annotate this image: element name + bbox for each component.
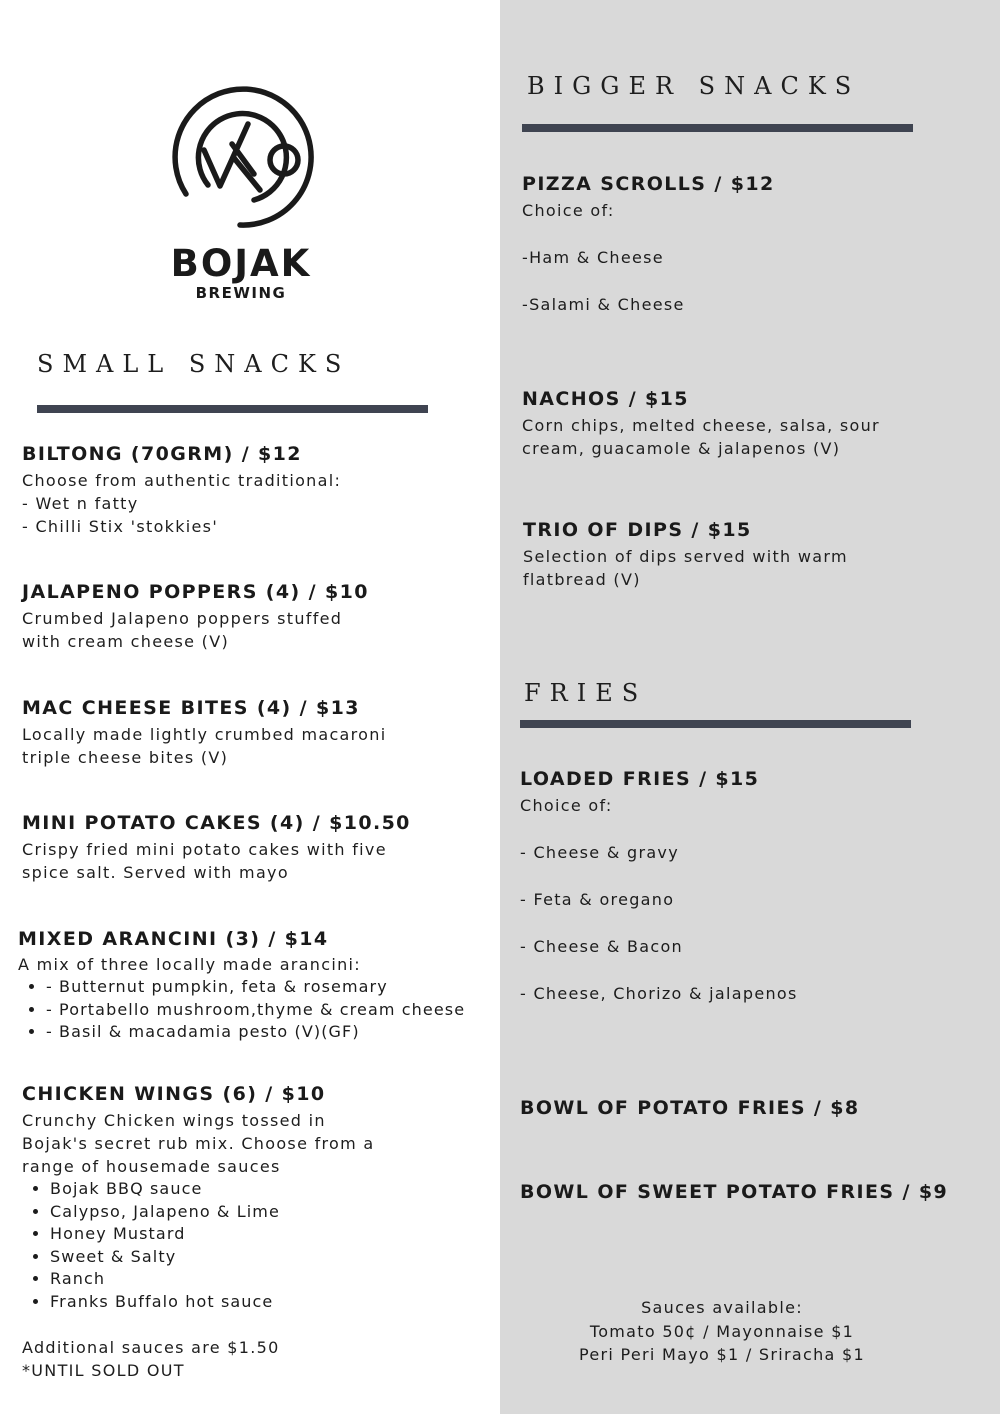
sauces-line: Peri Peri Mayo $1 / Sriracha $1 <box>579 1345 865 1364</box>
item-title: MAC CHEESE BITES (4) / $13 <box>22 697 360 719</box>
bojak-logo-icon <box>168 82 318 232</box>
choice-list <box>520 841 980 1029</box>
item-description <box>22 723 492 769</box>
menu-item-jalapeno-poppers <box>22 580 492 653</box>
item-description <box>22 838 492 884</box>
desc-line: cream, guacamole & jalapenos (V) <box>522 439 841 458</box>
bigger-snacks-heading: BIGGER SNACKS <box>527 72 861 100</box>
menu-item-bowl-of-potato-fries: BOWL OF POTATO FRIES / $8 <box>520 1097 860 1119</box>
desc-line: Selection of dips served with warm <box>523 547 848 566</box>
list-item: • - Portabello mushroom,thyme & cream cheese <box>46 999 498 1022</box>
desc-line: - Chilli Stix 'stokkies' <box>22 517 219 536</box>
choice-option: -Salami & Cheese <box>522 295 685 314</box>
desc-line: - Wet n fatty <box>22 494 139 513</box>
desc-line: range of housemade sauces <box>22 1157 281 1176</box>
item-title: JALAPENO POPPERS (4) / $10 <box>22 581 369 603</box>
desc-line: Choice of: <box>520 796 613 815</box>
desc-line: Choose from authentic traditional: <box>22 471 342 490</box>
sauce-list <box>22 1178 492 1314</box>
small-snacks-divider <box>37 405 428 413</box>
sauces-line: Tomato 50¢ / Mayonnaise $1 <box>589 1321 855 1341</box>
list-item: • Ranch <box>50 1268 492 1291</box>
desc-line: Corn chips, melted cheese, salsa, sour <box>522 416 880 435</box>
menu-item-mac-cheese-bites <box>22 696 492 769</box>
menu-item-pizza-scrolls <box>522 172 982 340</box>
item-description <box>22 469 492 538</box>
footer-line: Additional sauces are $1.50 <box>22 1337 280 1357</box>
choice-option: - Cheese, Chorizo & jalapenos <box>520 984 798 1003</box>
item-title: MINI POTATO CAKES (4) / $10.50 <box>22 812 411 834</box>
list-item: • - Butternut pumpkin, feta & rosemary <box>46 976 498 999</box>
bigger-snacks-divider <box>522 124 913 132</box>
item-description <box>522 199 982 222</box>
sauces-note <box>500 1296 944 1367</box>
item-footer <box>22 1336 492 1382</box>
choice-option: - Feta & oregano <box>520 890 675 909</box>
logo-subtitle: BREWING <box>195 284 287 302</box>
item-title: BILTONG (70GRM) / $12 <box>22 443 302 465</box>
desc-line: flatbread (V) <box>523 570 641 589</box>
choice-list <box>522 246 982 340</box>
item-title: MIXED ARANCINI (3) / $14 <box>18 928 329 950</box>
logo-wordmark: BOJAK <box>170 242 312 285</box>
menu-item-bowl-of-sweet-potato-fries: BOWL OF SWEET POTATO FRIES / $9 <box>520 1181 949 1203</box>
list-item: • Bojak BBQ sauce <box>50 1178 492 1201</box>
list-item: • - Basil & macadamia pesto (V)(GF) <box>46 1021 498 1044</box>
menu-item-biltong <box>22 442 492 538</box>
desc-line: triple cheese bites (V) <box>22 748 229 767</box>
fries-heading: FRIES <box>524 679 648 707</box>
fries-divider <box>520 720 911 728</box>
choice-option: - Cheese & Bacon <box>520 937 683 956</box>
desc-line: Crumbed Jalapeno poppers stuffed <box>22 609 343 628</box>
desc-line: Crunchy Chicken wings tossed in <box>22 1111 326 1130</box>
item-description <box>22 1109 492 1178</box>
item-title: LOADED FRIES / $15 <box>520 768 760 790</box>
desc-line: A mix of three locally made arancini: <box>18 955 361 974</box>
item-description <box>22 607 492 653</box>
item-title: CHICKEN WINGS (6) / $10 <box>22 1083 326 1105</box>
desc-line: spice salt. Served with mayo <box>22 863 289 882</box>
footer-line: *UNTIL SOLD OUT <box>22 1360 185 1380</box>
item-title: NACHOS / $15 <box>522 388 689 410</box>
choice-option: -Ham & Cheese <box>522 248 664 267</box>
small-snacks-heading: SMALL SNACKS <box>37 350 351 378</box>
item-description <box>523 545 983 591</box>
item-description <box>522 414 982 460</box>
desc-line: with cream cheese (V) <box>22 632 229 651</box>
item-description <box>520 794 980 817</box>
list-item: • Calypso, Jalapeno & Lime <box>50 1201 492 1224</box>
arancini-list <box>18 976 498 1044</box>
desc-line: Bojak's secret rub mix. Choose from a <box>22 1134 375 1153</box>
item-title: TRIO OF DIPS / $15 <box>523 519 752 541</box>
sauces-line: Sauces available: <box>641 1298 803 1317</box>
menu-item-mixed-arancini <box>18 927 498 1044</box>
menu-item-trio-of-dips <box>523 518 983 591</box>
menu-item-loaded-fries <box>520 767 980 1029</box>
desc-line: Choice of: <box>522 201 615 220</box>
menu-item-mini-potato-cakes <box>22 811 492 884</box>
choice-option: - Cheese & gravy <box>520 843 679 862</box>
desc-line: Locally made lightly crumbed macaroni <box>22 725 387 744</box>
list-item: • Franks Buffalo hot sauce <box>50 1291 492 1314</box>
item-description <box>18 953 498 976</box>
menu-item-chicken-wings <box>22 1082 492 1382</box>
menu-item-nachos <box>522 387 982 460</box>
item-title: PIZZA SCROLLS / $12 <box>522 173 775 195</box>
desc-line: Crispy fried mini potato cakes with five <box>22 840 387 859</box>
list-item: • Honey Mustard <box>50 1223 492 1246</box>
list-item: • Sweet & Salty <box>50 1246 492 1269</box>
